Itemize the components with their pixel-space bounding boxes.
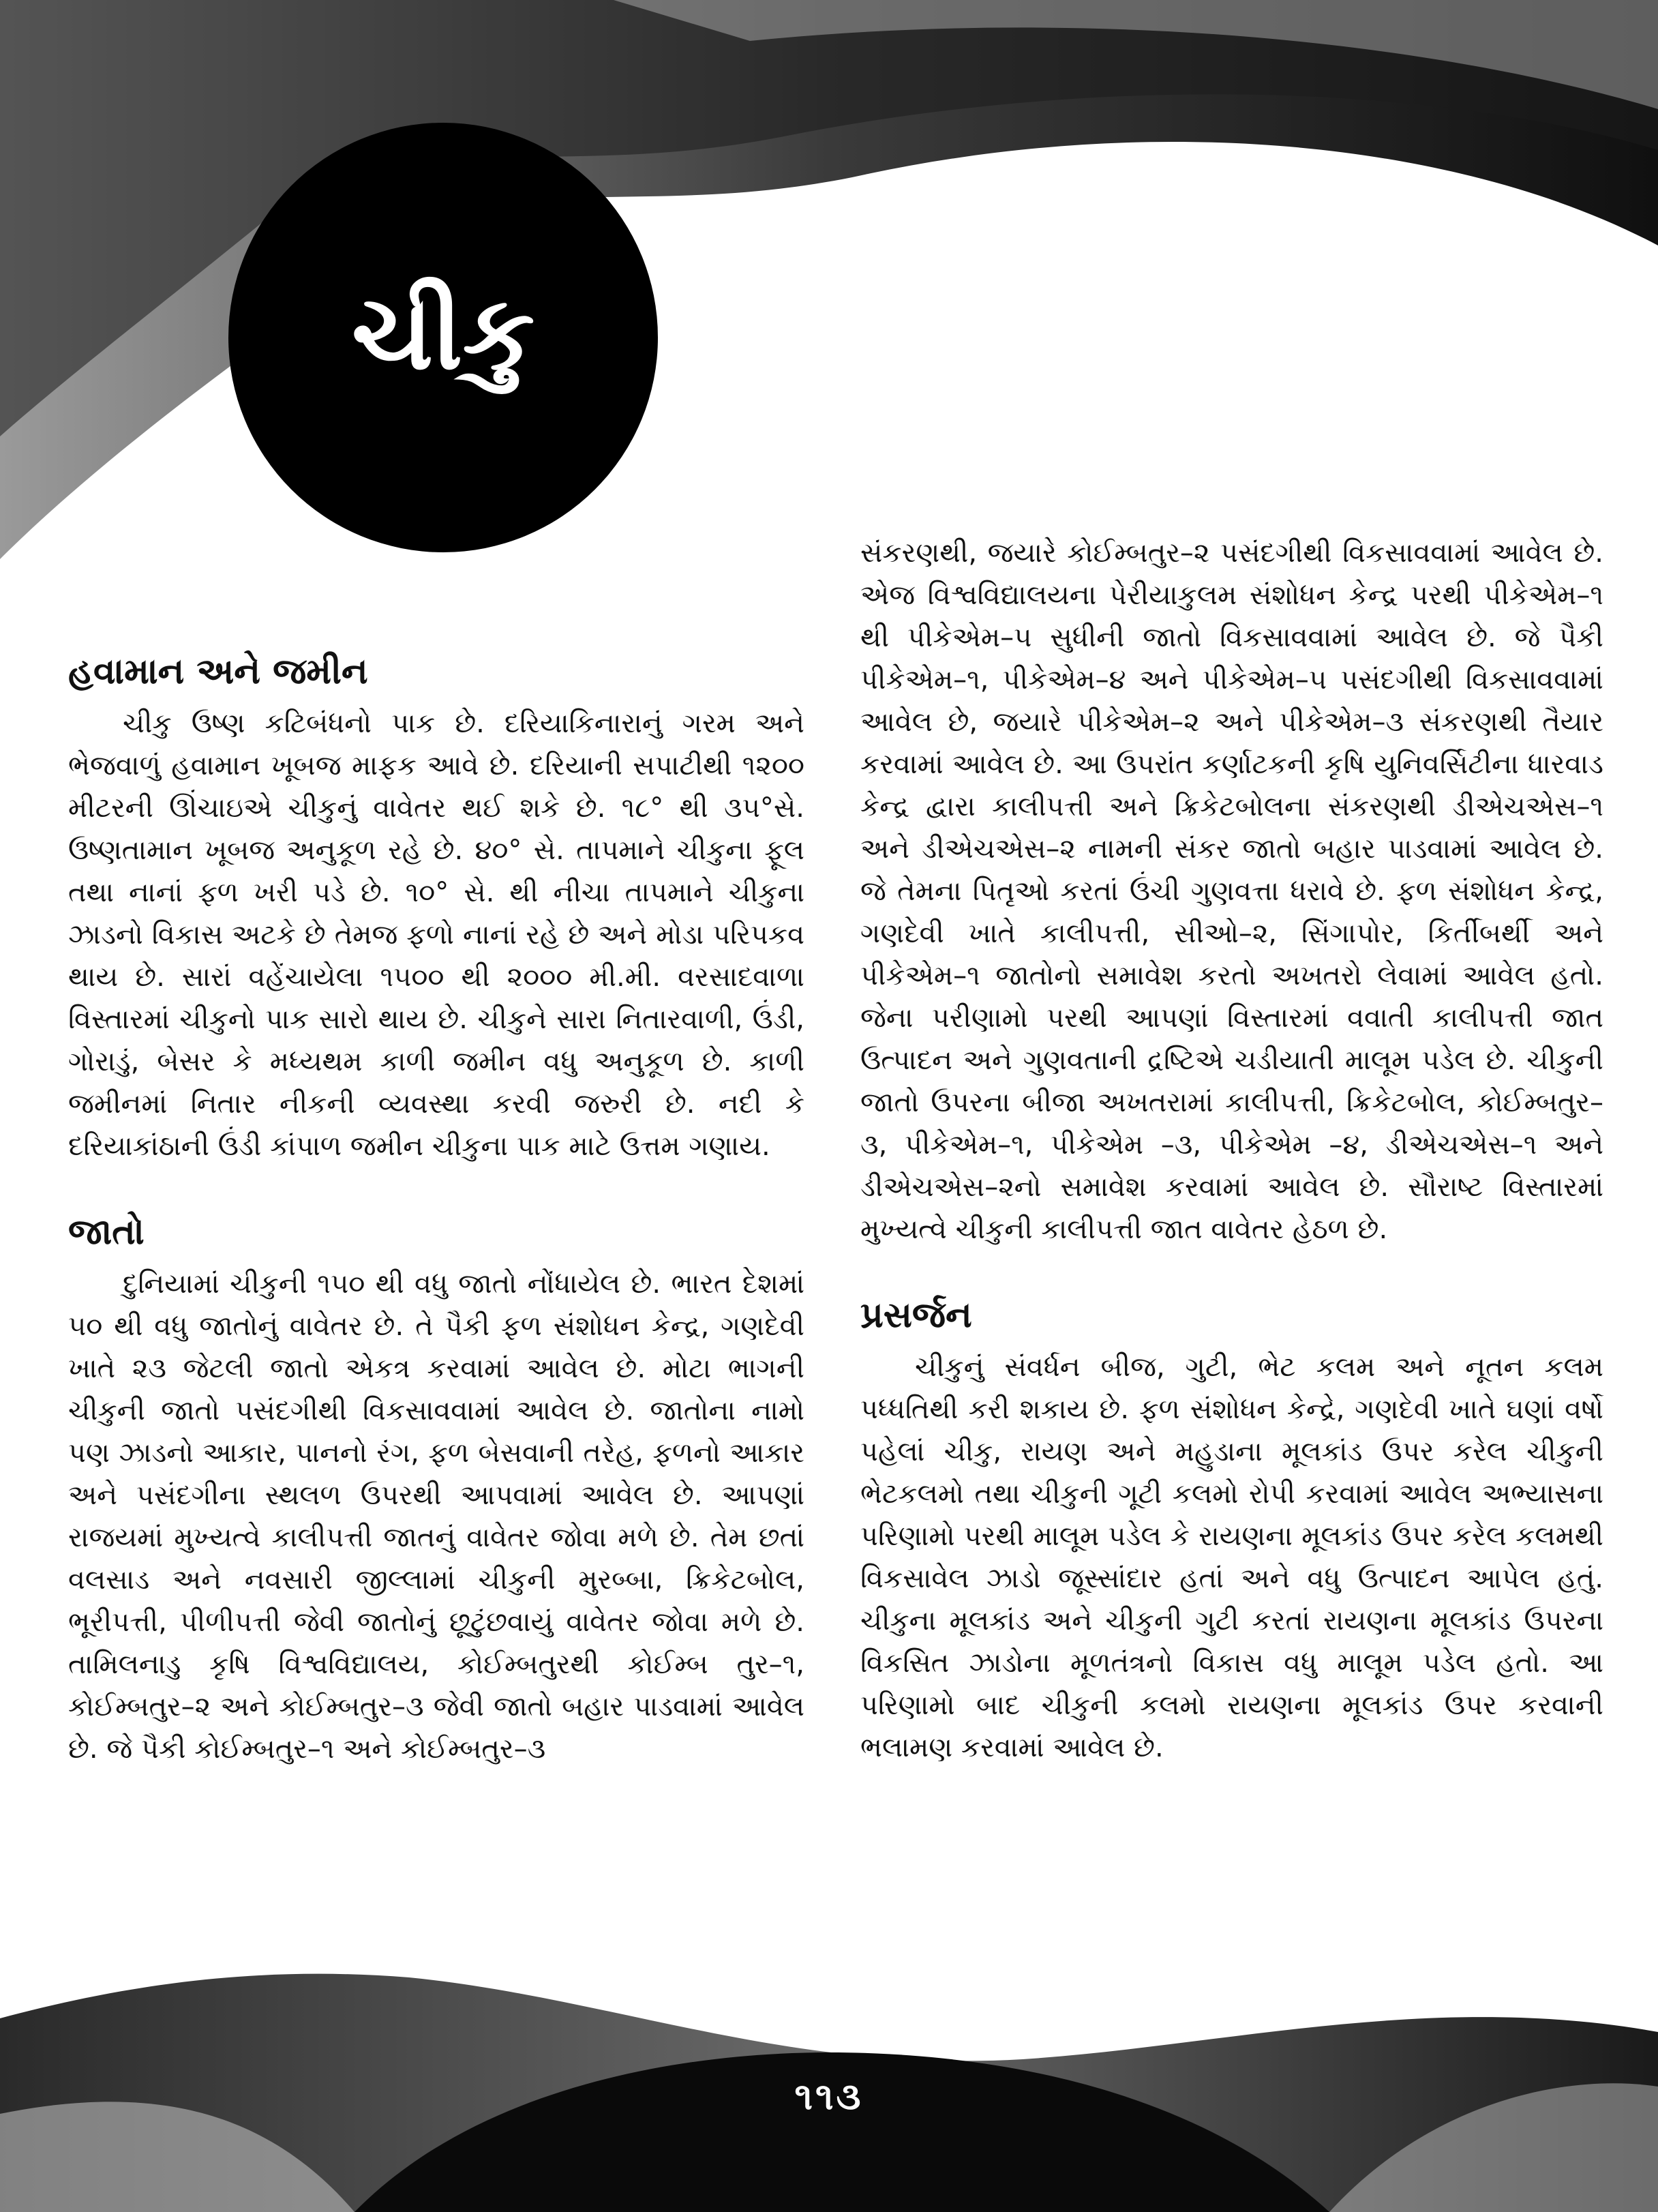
paragraph-varieties-left: દુનિયામાં ચીકુની ૧૫૦ થી વધુ જાતો નોંધાયેલ છે. ભારત દેશમાં ૫૦ થી વધુ જાતોનું વાવેતર છે. તે પૈકી ફળ સંશોધન કેન્દ્ર, ગણદેવી ખાતે ૨૩ જેટલી જાતો એકત્ર કરવામાં આવેલ છે. મોટા ભાગની ચીકુની જાતો પસંદગીથી વિકસાવવામાં આવેલ છે. જાતોના નામો પણ ઝાડનો આકાર, પાનનો રંગ, ફળ બેસવાની તરેહ, ફળનો આકાર અને પસંદગીના સ્થલળ ઉપરથી આપવામાં આવેલ છે. આપણાં રાજયમાં મુખ્યત્વે કાલીપત્તી જાતનું વાવેતર જોવા મળે છે. તેમ છતાં વલસાડ અને નવસારી જીલ્લામાં ચીકુની મુરબ્બા, ક્રિકેટબોલ, ભૂરીપત્તી, પીળીપત્તી જેવી જાતોનું છૂટુંછવાયું વાવેતર જોવા મળે છે. તામિલનાડુ કૃષિ વિશ્વવિદ્યાલય, કોઈમ્બતુરથી કોઈમ્બ તુર–૧, કોઈમ્બતુર–૨ અને કોઈમ્બતુર–૩ જેવી જાતો બહાર પાડવામાં આવેલ છે. જે પૈકી કોઈમ્બતુર–૧ અને કોઈમ્બતુર–૩ — [68, 1268, 804, 1765]
paragraph-climate: ચીકુ ઉષ્ણ કટિબંધનો પાક છે. દરિયાકિનારાનું ગરમ અને ભેજવાળું હવામાન ખૂબજ માફક આવે છે. દરિયાની સપાટીથી ૧૨૦૦ મીટરની ઊંચાઇએ ચીકુનું વાવેતર થઈ શકે છે. ૧૮° થી ૩૫°સે. ઉષ્ણતામાન ખૂબજ અનુકૂળ રહે છે. ૪૦° સે. તાપમાને ચીકુના ફૂલ તથા નાનાં ફળ ખરી પડે છે. ૧૦° સે. થી નીચા તાપમાને ચીકુના ઝાડનો વિકાસ અટકે છે તેમજ ફળો નાનાં રહે છે અને મોડા પરિપકવ થાય છે. સારાં વહેંચાયેલા ૧૫૦૦ થી ૨૦૦૦ મી.મી. વરસાદવાળા વિસ્તારમાં ચીકુનો પાક સારો થાય છે. ચીકુને સારા નિતારવાળી, ઉંડી, ગોરાડું, બેસર કે મધ્યથમ કાળી જમીન વધુ અનુકૂળ છે. કાળી જમીનમાં નિતાર નીકની વ્યવસ્થા કરવી જરુરી છે. નદી કે દરિયાકાંઠાની ઉંડી કાંપાળ જમીન ચીકુના પાક માટે ઉત્તમ ગણાય. — [68, 708, 804, 1162]
section-heading-propagation: પ્રસર્જન — [860, 1295, 972, 1336]
left-column — [68, 641, 804, 1785]
right-column — [860, 532, 1603, 1784]
paragraph-propagation: ચીકુનું સંવર્ધન બીજ, ગુટી, ભેટ કલમ અને નૂતન કલમ પધ્ધતિથી કરી શકાય છે. ફળ સંશોધન કેન્દ્રે, ગણદેવી ખાતે ઘણાં વર્ષો પહેલાં ચીકુ, રાયણ અને મહુડાના મૂલકાંડ ઉપર કરેલ ચીકુની ભેટકલમો તથા ચીકુની ગૂટી કલમો રોપી કરવામાં આવેલ અભ્યાસના પરિણામો પરથી માલૂમ પડેલ કે રાયણના મૂલકાંડ ઉપર કરેલ કલમથી વિકસાવેલ ઝાડો જૂસ્સાંદાર હતાં અને વધુ ઉત્પાદન આપેલ હતું. ચીકુના મૂલકાંડ અને ચીકુની ગુટી કરતાં રાયણના મૂલકાંડ ઉપરના વિકસિત ઝાડોના મૂળતંત્રનો વિકાસ વધુ માલૂમ પડેલ હતો. આ પરિણામો બાદ ચીકુની કલમો રાયણના મૂલકાંડ ઉપર કરવાની ભલામણ કરવામાં આવેલ છે. — [860, 1351, 1603, 1763]
paragraph-varieties-right: સંકરણથી, જયારે કોઈમ્બતુર–૨ પસંદગીથી વિકસાવવામાં આવેલ છે. એજ વિશ્વવિદ્યાલયના પેરીયાકુલમ સંશોધન કેન્દ્ર પરથી પીકેએમ–૧ થી પીકેએમ–૫ સુધીની જાતો વિકસાવવામાં આવેલ છે. જે પૈકી પીકેએમ–૧, પીકેએમ–૪ અને પીકેએમ–૫ પસંદગીથી વિકસાવવામાં આવેલ છે, જયારે પીકેએમ–૨ અને પીકેએમ–૩ સંકરણથી તૈયાર કરવામાં આવેલ છે. આ ઉપરાંત કર્ણાટકની કૃષિ યુનિવર્સિટીના ધારવાડ કેન્દ્ર દ્વારા કાલીપત્તી અને ક્રિકેટબોલના સંકરણથી ડીએચએસ–૧ અને ડીએચએસ–૨ નામની સંકર જાતો બહાર પાડવામાં આવેલ છે. જે તેમના પિતૃઓ કરતાં ઉંચી ગુણવત્તા ધરાવે છે. ફળ સંશોધન કેન્દ્ર, ગણદેવી ખાતે કાલીપત્તી, સીઓ–૨, સિંગાપોર, કિર્તીબર્થી અને પીકેએમ–૧ જાતોનો સમાવેશ કરતો અખતરો લેવામાં આવેલ હતો. જેના પરીણામો પરથી આપણાં વિસ્તારમાં વવાતી કાલીપત્તી જાત ઉત્પાદન અને ગુણવતાની દ્રષ્ટિએ ચડીયાતી માલૂમ પડેલ છે. ચીકુની જાતો ઉપરના બીજા અખતરામાં કાલીપત્તી, ક્રિકેટબોલ, કોઈમ્બતુર–૩, પીકેએમ–૧, પીકેએમ –૩, પીકેએમ –૪, ડીએચએસ–૧ અને ડીએચએસ–૨નો સમાવેશ કરવામાં આવેલ છે. સૌરાષ્ટ વિસ્તારમાં મુખ્યત્વે ચીકુની કાલીપત્તી જાત વાવેતર હેઠળ છે. — [860, 537, 1603, 1245]
page-number: ૧૧૩ — [794, 2075, 864, 2118]
section-heading-climate: હવામાન અને જમીન — [68, 651, 368, 692]
page-title: ચીકુ — [351, 273, 535, 393]
section-heading-varieties: જાતો — [68, 1212, 145, 1253]
